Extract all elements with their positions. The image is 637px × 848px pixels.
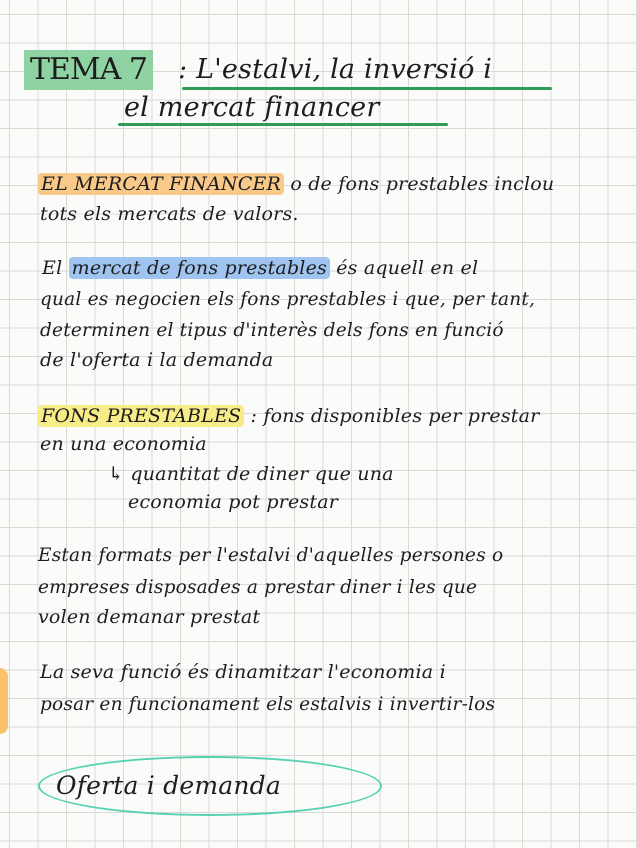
p3-sub-line-2: economia pot prestar <box>128 491 339 513</box>
p1-line-2: tots els mercats de valors. <box>40 203 299 225</box>
p4-line-1: Estan formats per l'estalvi d'aquelles persones o <box>38 545 504 566</box>
arrow-icon: ↳ <box>108 463 125 485</box>
p5-line-2: posar en funcionament els estalvis i invertir-los <box>40 694 496 715</box>
p2-line-4: de l'oferta i la demanda <box>40 349 274 371</box>
p4-line-2: empreses disposades a prestar diner i les que <box>38 577 478 598</box>
term-fons-prestables: FONS PRESTABLES <box>38 405 244 427</box>
p3-line-2: en una economia <box>40 433 207 455</box>
term-mercat-financer: EL MERCAT FINANCER <box>38 173 284 195</box>
p5-line-1: La seva funció és dinamitzar l'economia i <box>40 661 446 683</box>
p1-line-1 <box>38 172 554 196</box>
side-highlight-mark <box>0 668 8 734</box>
section-heading: Oferta i demanda <box>56 771 281 800</box>
p3-sub-text-1: quantitat de diner que una <box>130 463 394 485</box>
p2-lead: El <box>42 257 63 279</box>
title-tema-label: TEMA 7 <box>24 50 153 90</box>
title-underline-2 <box>118 123 448 126</box>
p4-line-3: volen demanar prestat <box>38 606 261 628</box>
p2-line-1 <box>42 256 478 280</box>
title-line-1: : L'estalvi, la inversió i <box>178 54 493 85</box>
p3-line-1 <box>38 404 539 428</box>
p2-line-1-rest: és aquell en el <box>336 257 479 279</box>
term-mercat-fons-prestables: mercat de fons prestables <box>69 257 330 279</box>
p2-line-3: determinen el tipus d'interès dels fons en funció <box>40 320 504 341</box>
p3-sub-line-1 <box>108 462 394 486</box>
title-line-2: el mercat financer <box>124 92 380 123</box>
p1-line-1-rest: o de fons prestables inclou <box>290 173 555 195</box>
p2-line-2: qual es negocien els fons prestables i que, per tant, <box>40 289 536 310</box>
p3-line-1-rest: : fons disponibles per prestar <box>250 405 540 427</box>
